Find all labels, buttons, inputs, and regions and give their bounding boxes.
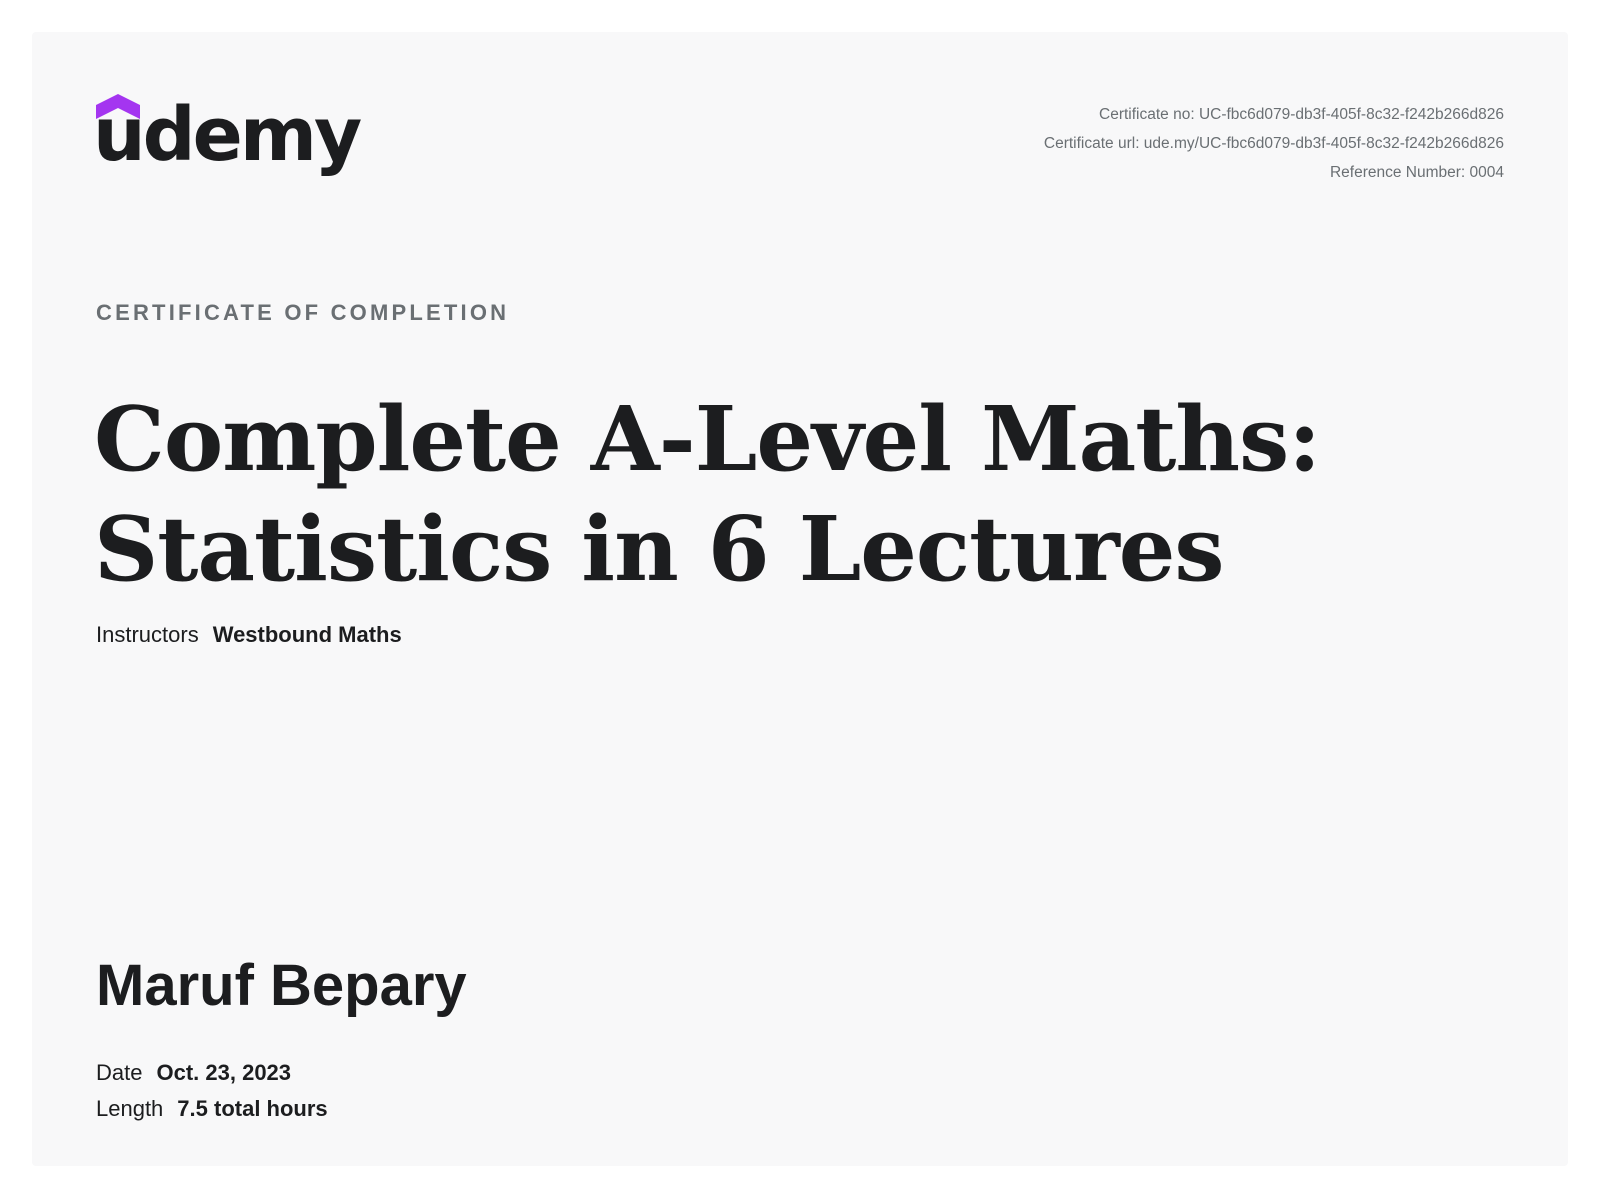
certificate-number: Certificate no: UC-fbc6d079-db3f-405f-8c32-f242b266d826 [1099, 106, 1504, 123]
course-title [94, 384, 1494, 604]
course-title-line-2: Statistics in 6 Lectures [94, 496, 1224, 601]
instructors-value: Westbound Maths [212, 622, 402, 647]
certificate-heading: CERTIFICATE OF COMPLETION [96, 300, 510, 325]
date-value: Oct. 23, 2023 [156, 1060, 292, 1085]
length-value: 7.5 total hours [177, 1096, 328, 1121]
certificate-card [32, 32, 1568, 1166]
recipient-name: Maruf Bepary [96, 953, 467, 1018]
certificate-meta [1044, 100, 1504, 187]
logo-wordmark: udemy [93, 92, 360, 178]
length-label: Length [96, 1096, 164, 1121]
reference-number: Reference Number: 0004 [1329, 164, 1504, 181]
instructors-label: Instructors [96, 622, 199, 647]
instructors-row [96, 622, 402, 648]
date-label: Date [96, 1060, 143, 1085]
date-row [96, 1060, 291, 1086]
length-row [96, 1096, 328, 1122]
certificate-url[interactable]: Certificate url: ude.my/UC-fbc6d079-db3f-405f-8c32-f242b266d826 [1043, 135, 1504, 152]
udemy-logo [93, 92, 366, 194]
course-title-line-1: Complete A-Level Maths: [94, 386, 1321, 491]
